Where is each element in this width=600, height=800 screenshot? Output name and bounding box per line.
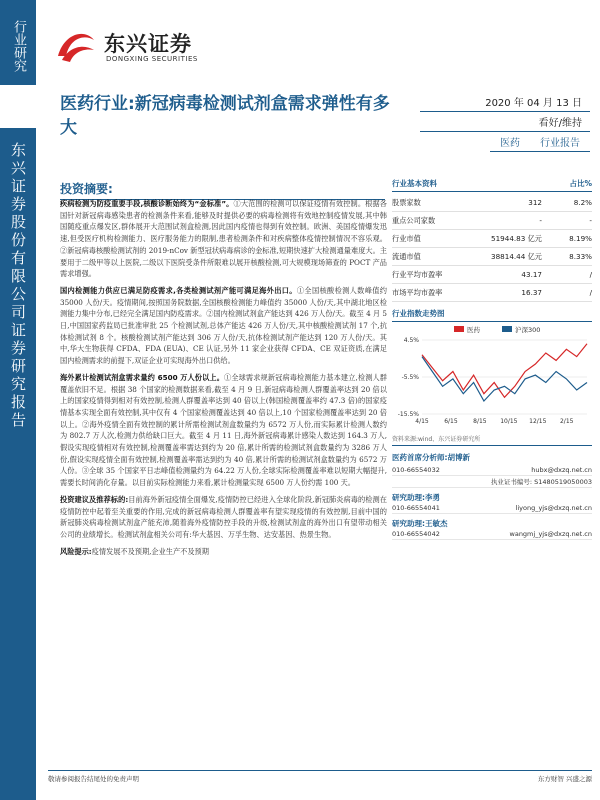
tag-sector: 医药 [490,132,530,152]
footer-disclaimer: 敬请参阅报告结尾处的免责声明 [48,775,139,783]
legend-label: 沪深300 [515,326,541,334]
report-date: 2020 年 04 月 13 日 [420,94,590,112]
x-tick-label: 2/15 [559,418,574,425]
logo-text-cn: 东兴证券 [104,32,192,56]
legend-swatch [454,326,464,332]
analyst-block [392,492,592,514]
y-tick-label: -15.5% [397,411,419,418]
report-meta [420,94,590,152]
index-trend-chart [392,322,592,432]
x-tick-label: 8/15 [473,418,487,425]
analyst-heading: 医药首席分析师:胡博新 [392,453,470,462]
logo-text-en: DONGXING SECURITIES [106,55,198,63]
chart-source: 资料来源:wind、东兴证券研究所 [392,434,592,446]
page-footer [48,770,592,783]
summary-paragraph: 风险提示:疫情发展不及预期,企业生产不及预期 [60,546,209,556]
summary-body [60,198,387,562]
sidebar-category-label: 行业研究 [0,0,36,85]
logo-swirl-icon [54,26,98,66]
report-title: 医药行业:新冠病毒检测试剂盒需求弹性有多大 [60,94,390,138]
industry-data-header: 行业基本资料 占比% [392,178,592,192]
right-column [392,178,592,540]
summary-heading: 投资摘要: [60,180,385,200]
footer-slogan: 东方财智 兴盛之源 [537,775,592,783]
x-tick-label: 12/15 [529,418,547,425]
table-row: 流通市值 38814.44 亿元 8.33% [392,248,592,266]
legend-label: 医药 [467,326,480,334]
tag-type: 行业报告 [530,132,590,152]
table-row: 行业平均市盈率 43.17 / [392,266,592,284]
table-row: 股票家数 312 8.2% [392,194,592,212]
rating-label: 看好/维持 [420,112,590,132]
summary-paragraph: 疾病检测为防疫重要手段,核酸诊断始终为“金标准”。①大范围的检测可以保证疫情有效控制。根据各国针对新冠病毒感染患者的检测条件来看,能够及时提供必要的病毒检测将有效地控制疫情发展,其中韩国随疫重点爆发区,群体展开大范围试剂盒检测,因此国内疫情也得到有效控制。欧洲、美国疫情爆发迅速,但受医疗机构检测能力、医疗服务能力的限制,患者检测条件和对疾病整体疫情控制情况不容乐观。②新冠病毒核酸检测试剂的 2019-nCov 新型冠状病毒病诊的金标准,短期快速扩大检测通量难度大。主要用于二级甲等以上医院,二级以下医院受条件所限难以展开核酸检测,可大规模现场筛查的 POCT 产品需求增强。 [60,199,387,279]
analyst-contact: 010-66554032 hubx@dxzq.net.cn [392,466,592,474]
analyst-contact: 010-66554041 liyong_yjs@dxzq.net.cn [392,504,592,512]
analyst-block [392,465,592,488]
series-line [422,357,587,401]
y-tick-label: -5.5% [401,374,419,381]
summary-paragraph: 海外累计检测试剂盒需求量约 6500 万人份以上。①全球需求规新冠病毒检测能力基本建立,检测人群覆盖依旧不足。根据 38 个国家的检测数据来看,截至 4 月 9 日,新冠病毒检测人群覆盖率达到 20 倍以上的国家疫情得到相对有效控制,检测人群覆盖率达到 40 倍以上(韩国检测覆盖率约 47.3 倍)的国家疫情基本实现全面有效控制,其中仅有 4 个国家检测覆盖达到 40 倍以上,10 个国家检测覆盖率达到 20 倍以上。②海外疫情全面有效控制的累计所需检测试剂盒数量约为 6572 万人份,而实际累计检测人数约为 802.7 万人次,检测力供给缺口巨大。截至 4 月 11 日,海外新冠病毒累计感染人数达到 164.3 万人,假设实现疫情相对有效控制,检测覆盖率需达到约为 20 倍,累计所需的检测试剂盒数量约为 3286 万人份,假设实现疫情全面有效控制,检测覆盖率需达到约为 40 倍,累计所需的检测试剂盒数量约为 6572 万人份。③全球 35 个国家平日志峰值检测量约为 64.22 万人份,全球实际检测覆盖率难以短期大幅提升,需要长时间消化存量。以目前实际检测能力来看,累计检测量实现 6500 万人份约需 100 天。 [60,372,387,488]
x-tick-label: 10/15 [500,418,518,425]
report-tags [420,132,590,152]
analyst-contact: 010-66554042 wangmj_yjs@dxzq.net.cn [392,530,592,538]
legend-swatch [502,326,512,332]
analyst-block [392,518,592,540]
summary-paragraph: 投资建议及推荐标的:目前海外新冠疫情全面爆发,疫情防控已经进入全球化阶段,新冠肺炎病毒的检测在疫情防控中起着至关重要的作用,完成的新冠病毒检测人群覆盖率有望实现疫情的有效控制,目前中国的新冠肺炎病毒检测试剂盒产能充沛,随着海外疫情防控手段的升级,检测试剂盒的海外出口有望带动相关公司的业绩增长。检测试剂盒相关公司有:华大基因、万孚生物、达安基因、热景生物。 [60,494,387,539]
summary-paragraph: 国内检测能力供应已满足防疫需求,各类检测试剂产能可满足海外出口。①全国核酸检测人数峰值约 35000 人份/天。疫情期间,按照国务院数据,全国核酸检测能力峰值约 35000 人份/天,其中湖北地区检测能力集中分布,已经完全满足国内防疫需求。②国内检测试剂盒产能达到 426 万人份/天。截至 4 月 5 日,中国国家药监局已批准审批 25 个检测试剂,总体产能达 426 万人份/天,其中核酸检测试剂 17 个,抗体检测试剂 8 个。核酸检测试剂产能达到 306 万人份/天,抗体检测试剂产能达到 120 万人份/天。其中,华大生物获得 CFDA、FDA (EUA)、CE 认证,另外 11 家企业获得 CFDA、CE 双证资质,在满足国内检测需求的前提下,双证企业可实现海外出口供给。 [60,285,387,366]
table-row: 重点公司家数 - - [392,212,592,230]
x-tick-label: 6/15 [444,418,458,425]
company-logo [54,22,234,72]
y-tick-label: 4.5% [403,337,419,344]
analyst-cert: 执业证书编号: S1480519050003 [392,476,592,488]
chart-heading: 行业指数走势图 [392,308,592,322]
x-tick-label: 4/15 [415,418,429,425]
series-line [422,344,587,398]
analyst-name: 研究助理:李勇 [392,493,440,502]
analyst-name: 研究助理:王敏杰 [392,519,448,528]
table-row: 市场平均市盈率 16.37 / [392,284,592,302]
sidebar [0,0,36,800]
table-row: 行业市值 51944.83 亿元 8.19% [392,230,592,248]
sidebar-company-label: 东兴证券股份有限公司证券研究报告 [0,128,36,800]
